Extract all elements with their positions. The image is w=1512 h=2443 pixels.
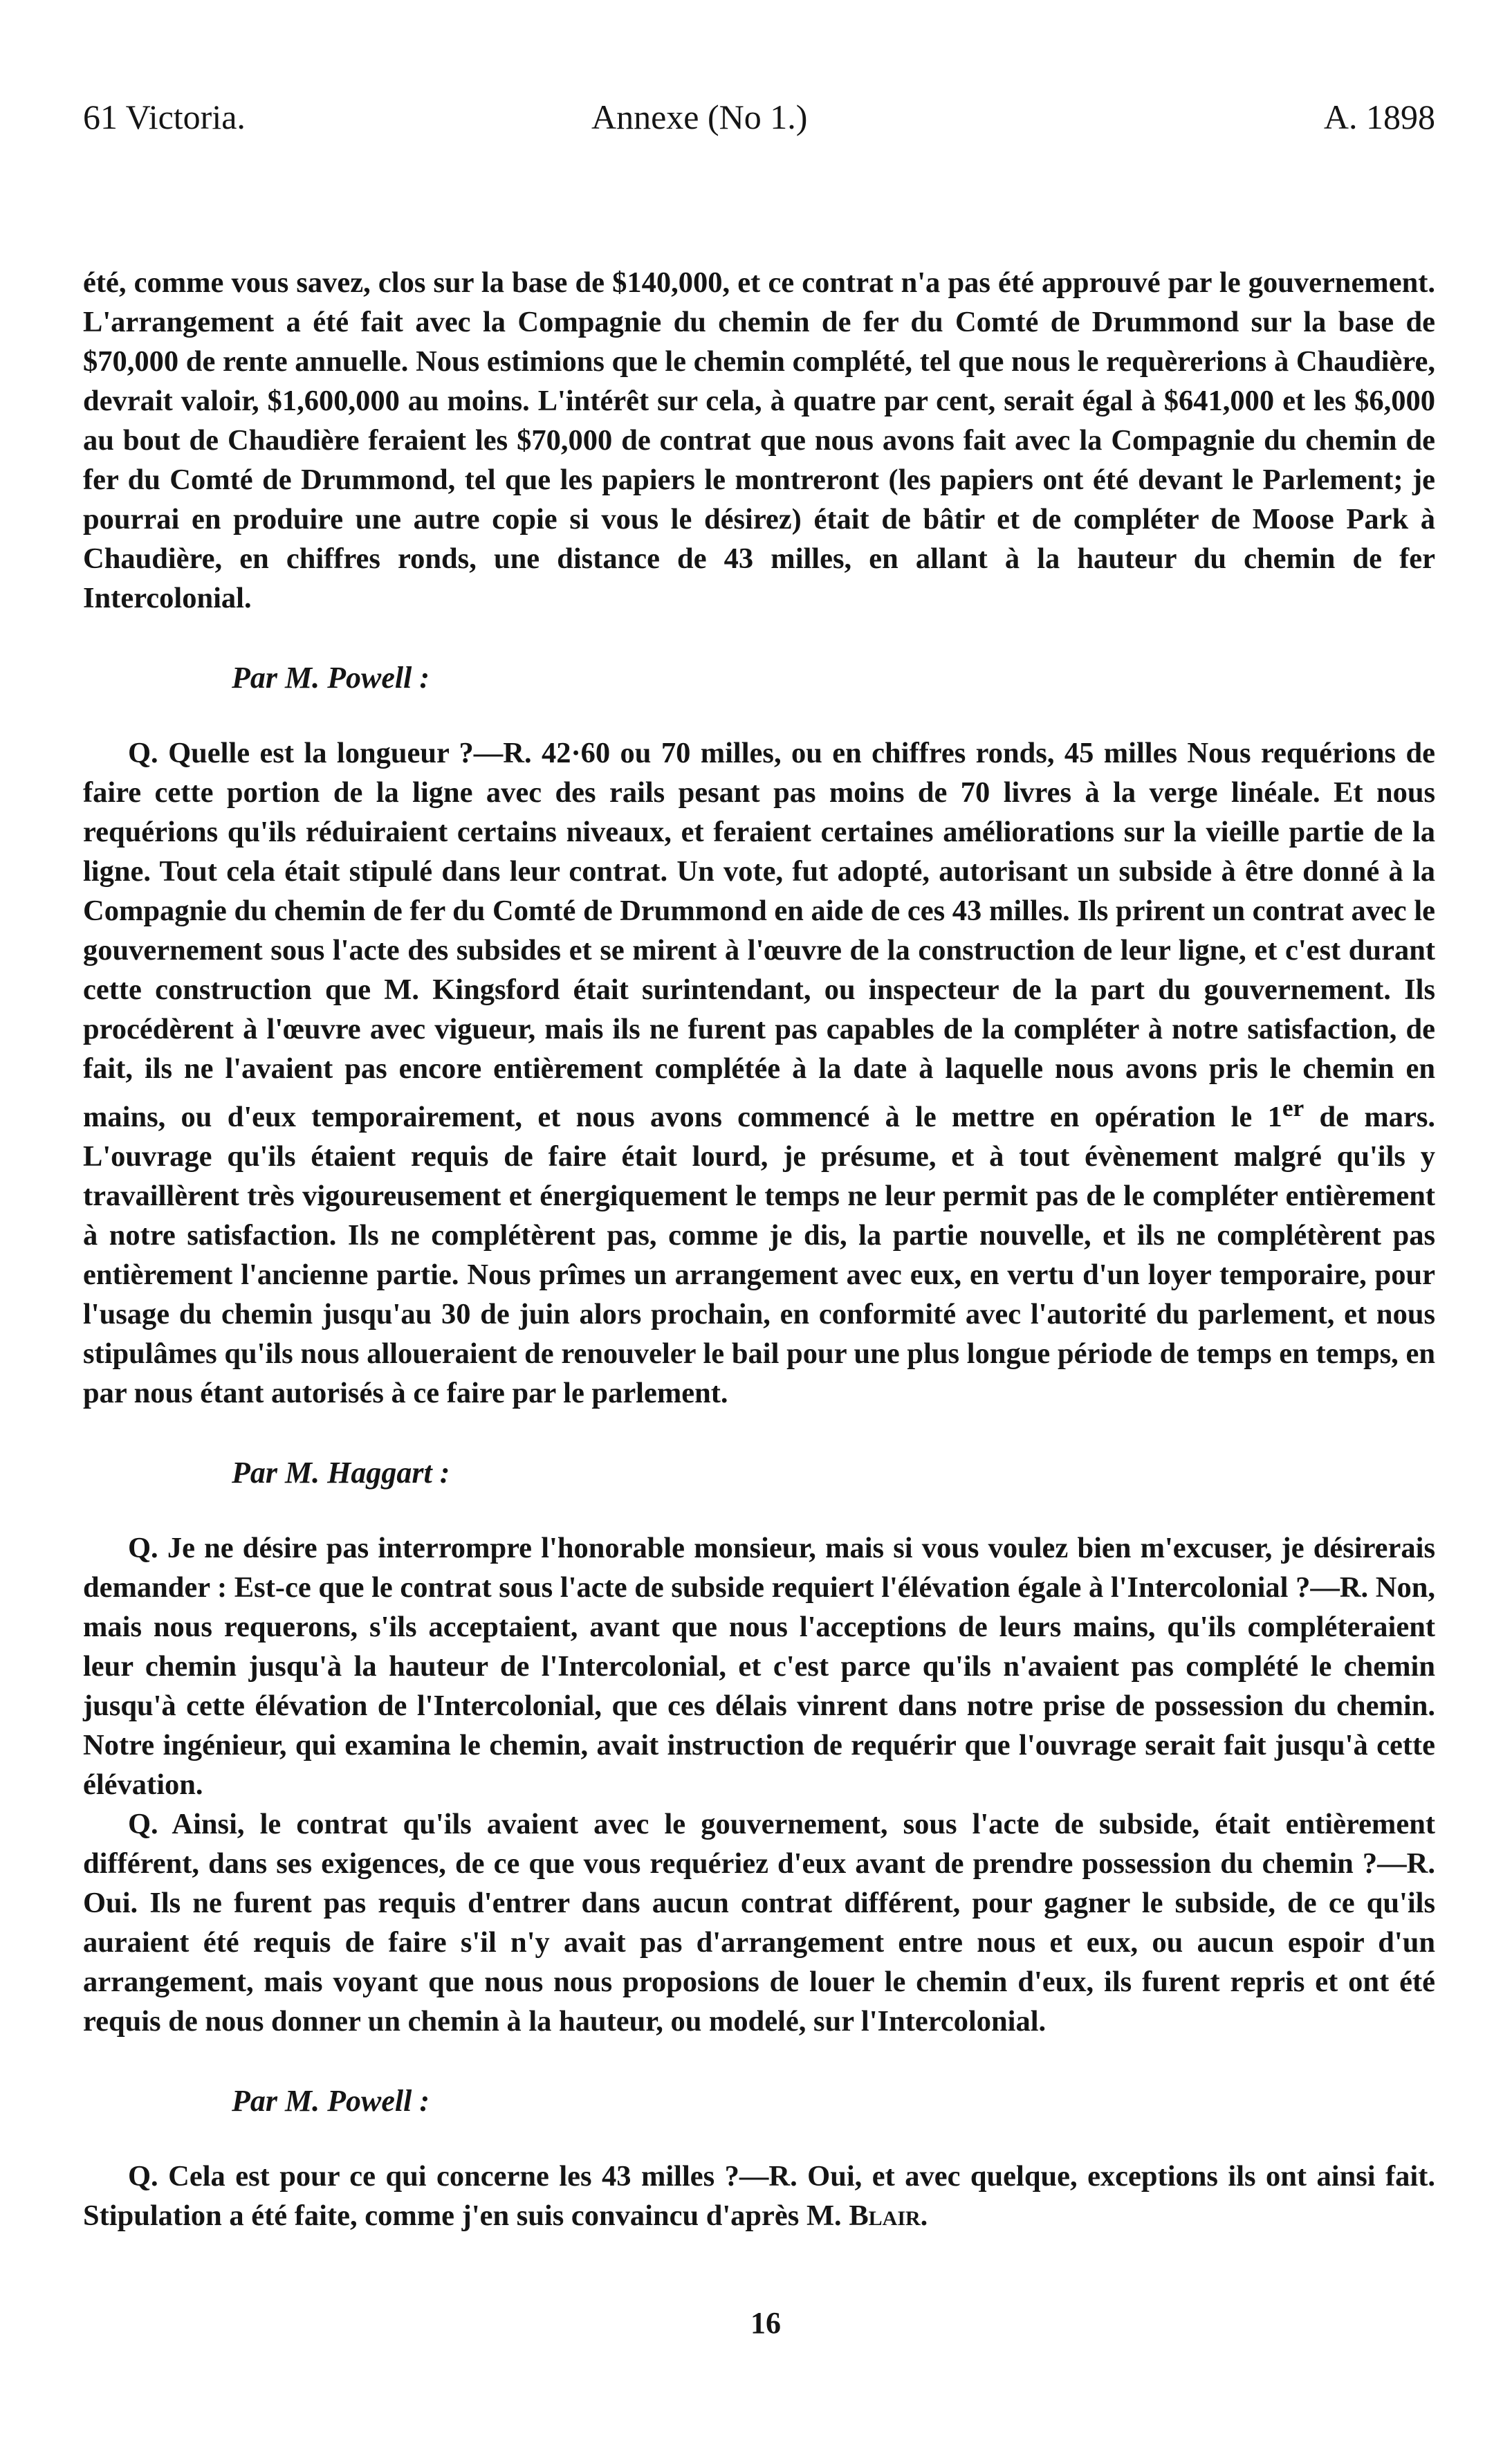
page-number: 16 — [750, 2306, 781, 2340]
paragraph-4: Q. Ainsi, le contrat qu'ils avaient avec le gouvernement, sous l'acte de subside, était entièrement différent, dans ses exigences, de ce que vous requériez d'eux avant de prendre possession du chemin ?—R. Oui. Ils ne furent pas requis d'entrer dans aucun contrat différent, pour gagner le subside, de ce qu'ils auraient été requis de faire s'il n'y avait pas d'arrangement entre nous et eux, ou aucun espoir d'un arrangement, mais voyant que nous nous proposions de louer le chemin d'eux, ils furent repris et ont été requis de nous donner un chemin à la hauteur, ou modelé, sur l'Intercolonial. — [83, 1808, 1435, 2038]
speaker-powell-1: Par M. Powell : — [232, 661, 430, 695]
document-page — [83, 97, 1435, 2235]
superscript-er: er — [1282, 1094, 1304, 1122]
paragraph-2 — [83, 733, 1435, 1413]
header-volume: 61 Victoria. — [83, 98, 246, 136]
speaker-name-blair: Blair. — [849, 2199, 928, 2233]
speaker-haggart: Par M. Haggart : — [232, 1456, 450, 1490]
paragraph-5-text: Q. Cela est pour ce qui concerne les 43 milles ?—R. Oui, et avec quelque, exceptions ils ont ainsi fait. Stipulation a été faite, comme j'en suis convaincu d'après M. — [83, 2160, 1435, 2233]
header-year: A. 1898 — [1323, 98, 1435, 136]
header-annex: Annexe (No 1.) — [591, 98, 808, 136]
document-body — [83, 263, 1435, 2235]
paragraph-5 — [83, 2157, 1435, 2235]
paragraph-2-part-1: Q. Quelle est la longueur ?—R. 42·60 ou 70 milles, ou en chiffres ronds, 45 milles Nous requérions de faire cette portion de la ligne avec des rails pesant pas moins de 70 livres à la verge linéale. Et nous requérions qu'ils réduiraient certains niveaux, et feraient certaines améliorations sur la vieille partie de la ligne. Tout cela était stipulé dans leur contrat. Un vote, fut adopté, autorisant un subside à être donné à la Compagnie du chemin de fer du Comté de Drummond en aide de ces 43 milles. Ils prirent un contrat avec le gouvernement sous l'acte des subsides et se mirent à l'œuvre de la construction de leur ligne, et c'est durant cette construction que M. Kingsford était surintendant, ou inspecteur de la part du gouvernement. Ils procédèrent à l'œuvre avec vigueur, mais ils ne furent pas capables de la compléter à notre satisfaction, de fait, ils ne l'avaient pas encore entièrement complétée à la date à laquelle nous avons pris le chemin en mains, ou d'eux temporairement, et nous avons commencé à le mettre en opération le 1 — [83, 737, 1435, 1134]
paragraph-3: Q. Je ne désire pas interrompre l'honorable monsieur, mais si vous voulez bien m'excuser, je désirerais demander : Est-ce que le contrat sous l'acte de subside requiert l'élévation égale à l'Intercolonial ?—R. Non, mais nous requerons, s'ils acceptaient, avant que nous l'acceptions de leurs mains, qu'ils compléteraient leur chemin jusqu'à la hauteur de l'Intercolonial, et c'est parce qu'ils n'avaient pas complété le chemin jusqu'à cette élévation de l'Intercolonial, que ces délais vinrent dans notre prise de possession du chemin. Notre ingénieur, qui examina le chemin, avait instruction de requérir que l'ouvrage serait fait jusqu'à cette élévation. — [83, 1532, 1435, 1802]
speaker-powell-2: Par M. Powell : — [232, 2084, 430, 2119]
paragraph-2-part-2: de mars. L'ouvrage qu'ils étaient requis de faire était lourd, je présume, et à tout évènement malgré qu'ils y travaillèrent très vigoureusement et énergiquement le temps ne leur permit pas de le compléter entièrement à notre satisfaction. Ils ne complétèrent pas, comme je dis, la partie nouvelle, et ils ne complétèrent pas entièrement l'ancienne partie. Nous prîmes un arrangement avec eux, en vertu d'un loyer temporaire, pour l'usage du chemin jusqu'au 30 de juin alors prochain, en conformité avec l'autorité du parlement, et nous stipulâmes qu'ils nous alloueraient de renouveler le bail pour une plus longue période de temps en temps, en par nous étant autorisés à ce faire par le parlement. — [83, 1101, 1435, 1410]
running-header — [83, 97, 1435, 159]
paragraph-1: été, comme vous savez, clos sur la base de $140,000, et ce contrat n'a pas été approuvé par le gouvernement. L'arrangement a été fait avec la Compagnie du chemin de fer du Comté de Drummond sur la base de $70,000 de rente annuelle. Nous estimions que le chemin complété, tel que nous le requèrerions à Chaudière, devrait valoir, $1,600,000 au moins. L'intérêt sur cela, à quatre par cent, serait égal à $641,000 et les $6,000 au bout de Chaudière feraient les $70,000 de contrat que nous avons fait avec la Compagnie du chemin de fer du Comté de Drummond, tel que les papiers le montreront (les papiers ont été devant le Parlement; je pourrai en produire une autre copie si vous le désirez) était de bâtir et de compléter de Moose Park à Chaudière, en chiffres ronds, une distance de 43 milles, en allant à la hauteur du chemin de fer Intercolonial. — [83, 266, 1435, 614]
